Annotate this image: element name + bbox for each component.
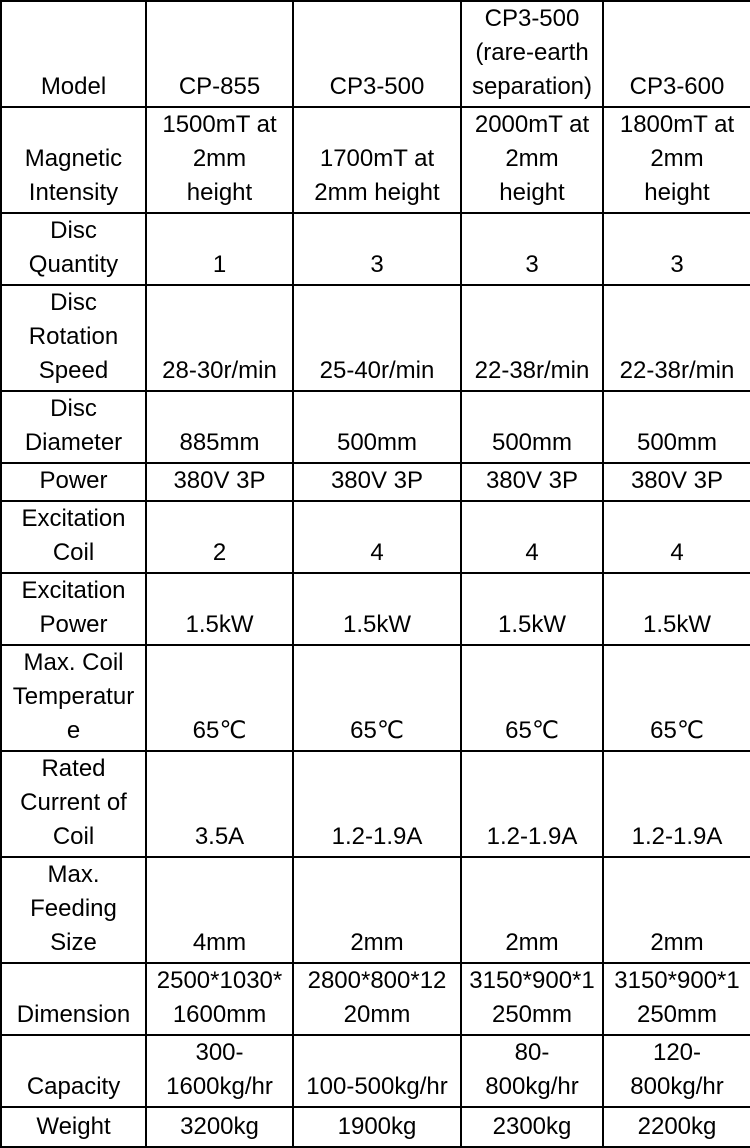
cell-value: 1.2-1.9A [331, 823, 423, 850]
row-label: Rotation [28, 323, 119, 350]
cell-value: 2mm height [314, 179, 440, 206]
row-label-cell [1, 391, 146, 463]
value-cell [603, 391, 750, 463]
cell-value: 250mm [636, 1001, 718, 1028]
cell-value: 4 [370, 539, 384, 566]
row-label-cell [1, 501, 146, 573]
row-label: Speed [38, 357, 109, 384]
cell-value: 2300kg [492, 1113, 572, 1140]
cell-value: 380V 3P [485, 467, 579, 494]
row-label: Diameter [24, 429, 123, 456]
row-label-cell [1, 751, 146, 857]
value-cell [461, 285, 603, 391]
cell-value: 800kg/hr [485, 1073, 579, 1100]
row-label: Max. [47, 861, 100, 888]
model-name: (rare-earth [475, 39, 589, 66]
row-label: Intensity [28, 179, 119, 206]
cell-value: 1600mm [172, 1001, 267, 1028]
model-name: separation) [471, 73, 593, 100]
value-cell [293, 463, 461, 501]
cell-value: 3.5A [194, 823, 245, 850]
row-label: Rated [41, 755, 106, 782]
row-label: Excitation [21, 505, 126, 532]
cell-value: 25-40r/min [319, 357, 435, 384]
cell-value: 1900kg [337, 1113, 417, 1140]
row-label: Coil [52, 823, 95, 850]
model-name: CP-855 [178, 73, 261, 100]
cell-value: 2mm [505, 145, 559, 172]
row-label: Size [50, 929, 97, 956]
header-label-cell [1, 1, 146, 107]
cell-value: 65℃ [505, 717, 559, 744]
cell-value: 500mm [336, 429, 418, 456]
cell-value: 1600kg/hr [166, 1073, 273, 1100]
row-label-cell [1, 1107, 146, 1147]
cell-value: height [644, 179, 710, 206]
row-label: Max. Coil [23, 649, 124, 676]
value-cell [461, 645, 603, 751]
value-cell [146, 573, 293, 645]
cell-value: 2 [212, 539, 227, 566]
value-cell [603, 573, 750, 645]
cell-value: 2000mT at [474, 111, 590, 138]
cell-value: 1.2-1.9A [631, 823, 723, 850]
row-label-cell [1, 645, 146, 751]
cell-value: 500mm [491, 429, 573, 456]
row-label: e [66, 717, 81, 744]
cell-value: 1500mT at [162, 111, 277, 138]
value-cell [461, 573, 603, 645]
value-cell [146, 285, 293, 391]
cell-value: 65℃ [192, 717, 247, 744]
cell-value: 1.5kW [185, 611, 254, 638]
cell-value: 1.5kW [642, 611, 711, 638]
value-cell [293, 213, 461, 285]
row-label: Disc [50, 289, 97, 316]
cell-value: 885mm [179, 429, 260, 456]
cell-value: 300- [195, 1039, 244, 1066]
value-cell [293, 285, 461, 391]
cell-value: 28-30r/min [162, 357, 277, 384]
row-label: Weight [36, 1113, 111, 1140]
cell-value: 2mm [650, 929, 704, 956]
cell-value: 1.5kW [342, 611, 411, 638]
model-name: CP3-600 [629, 73, 725, 100]
value-cell [293, 573, 461, 645]
row-label: Dimension [16, 1001, 131, 1028]
value-cell [461, 1035, 603, 1107]
row-label-cell [1, 963, 146, 1035]
cell-value: 80- [514, 1039, 550, 1066]
cell-value: 1 [212, 251, 227, 278]
cell-value: 2800*800*12 [307, 967, 447, 994]
cell-value: height [499, 179, 565, 206]
cell-value: 800kg/hr [630, 1073, 724, 1100]
row-label: Magnetic [24, 145, 123, 172]
value-cell [293, 1035, 461, 1107]
cell-value: height [186, 179, 253, 206]
value-cell [603, 501, 750, 573]
value-cell [461, 463, 603, 501]
row-label-cell [1, 573, 146, 645]
model-name: CP3-500 [484, 5, 580, 32]
value-cell [293, 751, 461, 857]
model-cell [461, 1, 603, 107]
row-disc-diameter [1, 391, 750, 463]
cell-value: 1.2-1.9A [486, 823, 578, 850]
row-label-cell [1, 463, 146, 501]
cell-value: 250mm [491, 1001, 573, 1028]
value-cell [293, 1107, 461, 1147]
cell-value: 3200kg [180, 1113, 259, 1140]
row-label: Coil [52, 539, 95, 566]
cell-value: 4 [525, 539, 539, 566]
value-cell [146, 1107, 293, 1147]
value-cell [146, 501, 293, 573]
value-cell [603, 107, 750, 213]
value-cell [293, 857, 461, 963]
cell-value: 2mm [650, 145, 704, 172]
value-cell [461, 1107, 603, 1147]
cell-value: 3 [525, 251, 539, 278]
cell-value: 65℃ [350, 717, 404, 744]
value-cell [146, 107, 293, 213]
cell-value: 380V 3P [630, 467, 724, 494]
value-cell [293, 963, 461, 1035]
value-cell [146, 391, 293, 463]
row-label: Power [39, 611, 108, 638]
value-cell [146, 213, 293, 285]
cell-value: 3 [370, 251, 384, 278]
model-cell [603, 1, 750, 107]
cell-value: 2mm [350, 929, 404, 956]
cell-value: 22-38r/min [474, 357, 590, 384]
row-disc-quantity [1, 213, 750, 285]
value-cell [603, 751, 750, 857]
cell-value: 4mm [192, 929, 247, 956]
cell-value: 3150*900*1 [614, 967, 740, 994]
value-cell [146, 1035, 293, 1107]
model-cell [146, 1, 293, 107]
cell-value: 2mm [505, 929, 559, 956]
cell-value: 2mm [192, 145, 247, 172]
value-cell [461, 751, 603, 857]
value-cell [293, 501, 461, 573]
value-cell [146, 751, 293, 857]
cell-value: 1800mT at [619, 111, 735, 138]
row-label: Temperatur [12, 683, 135, 710]
row-rated-current-of-coil [1, 751, 750, 857]
header-row [1, 1, 750, 107]
value-cell [603, 645, 750, 751]
value-cell [293, 107, 461, 213]
row-label: Power [39, 467, 108, 494]
row-max-coil-temperature [1, 645, 750, 751]
row-label-cell [1, 285, 146, 391]
row-label-cell [1, 1035, 146, 1107]
row-label: Current of [20, 789, 127, 816]
cell-value: 4 [670, 539, 684, 566]
row-weight [1, 1107, 750, 1147]
row-label: Disc [50, 395, 97, 422]
value-cell [146, 645, 293, 751]
cell-value: 3150*900*1 [469, 967, 595, 994]
model-cell [293, 1, 461, 107]
value-cell [603, 1107, 750, 1147]
value-cell [146, 963, 293, 1035]
row-label-cell [1, 857, 146, 963]
row-disc-rotation-speed [1, 285, 750, 391]
row-max-feeding-size [1, 857, 750, 963]
cell-value: 20mm [343, 1001, 411, 1028]
cell-value: 380V 3P [330, 467, 424, 494]
row-label-cell [1, 213, 146, 285]
value-cell [293, 645, 461, 751]
row-label: Disc [50, 217, 97, 244]
row-label: Excitation [21, 577, 126, 604]
value-cell [461, 213, 603, 285]
model-name: CP3-500 [329, 73, 425, 100]
row-power [1, 463, 750, 501]
value-cell [461, 501, 603, 573]
value-cell [603, 857, 750, 963]
row-excitation-power [1, 573, 750, 645]
value-cell [293, 391, 461, 463]
value-cell [146, 857, 293, 963]
cell-value: 500mm [636, 429, 718, 456]
cell-value: 65℃ [650, 717, 704, 744]
header-label: Model [40, 73, 107, 100]
row-dimension [1, 963, 750, 1035]
value-cell [461, 857, 603, 963]
row-capacity [1, 1035, 750, 1107]
cell-value: 3 [670, 251, 684, 278]
cell-value: 380V 3P [173, 467, 266, 494]
cell-value: 2500*1030* [156, 967, 283, 994]
row-excitation-coil [1, 501, 750, 573]
cell-value: 1700mT at [319, 145, 435, 172]
value-cell [603, 963, 750, 1035]
row-magnetic-intensity [1, 107, 750, 213]
row-label: Quantity [28, 251, 119, 278]
row-label: Capacity [26, 1073, 121, 1100]
value-cell [603, 285, 750, 391]
value-cell [146, 463, 293, 501]
value-cell [603, 213, 750, 285]
value-cell [603, 1035, 750, 1107]
cell-value: 2200kg [637, 1113, 717, 1140]
cell-value: 100-500kg/hr [306, 1073, 448, 1100]
value-cell [603, 463, 750, 501]
value-cell [461, 963, 603, 1035]
row-label-cell [1, 107, 146, 213]
value-cell [461, 107, 603, 213]
cell-value: 1.5kW [497, 611, 566, 638]
value-cell [461, 391, 603, 463]
cell-value: 22-38r/min [619, 357, 735, 384]
cell-value: 120- [652, 1039, 702, 1066]
row-label: Feeding [30, 895, 117, 922]
